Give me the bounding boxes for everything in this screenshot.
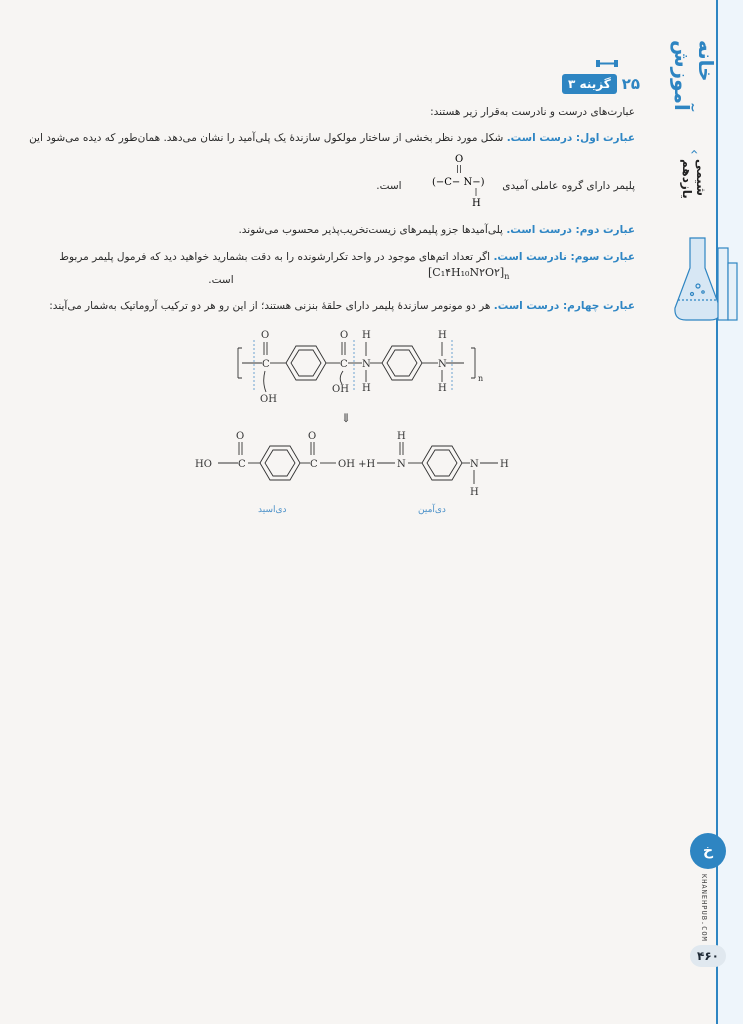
page-number: ۴۶۰ [697, 949, 719, 963]
statement-4-text: هر دو مونومر سازندهٔ پلیمر دارای حلقهٔ بنزنی هستند؛ از این رو هر دو ترکیب آروماتیک به‌شمار می‌آیند: [49, 300, 494, 312]
side-divider-line [716, 0, 718, 1024]
diacid-label: دی‌اسید [258, 505, 287, 515]
monomer-n-1: N [397, 459, 406, 470]
amide-group-structure [415, 148, 500, 210]
flask-illustration-icon [670, 228, 740, 328]
publisher-logo: خ [690, 833, 726, 869]
polymer-h-2: H [362, 383, 371, 394]
reaction-arrow: ⇓ [341, 411, 352, 425]
monomer-h-bottom: H [470, 487, 479, 498]
statement-2 [29, 222, 635, 238]
statement-1-line2 [29, 178, 635, 194]
statement-4 [29, 298, 635, 314]
statement-1-label: عبارت اول: درست است. [506, 132, 635, 144]
diamine-label: دی‌آمین [418, 505, 446, 515]
statement-3-line2-end: است. [208, 274, 234, 286]
publisher-website: KHANEHPUB.COM [700, 874, 708, 942]
chevron-icon: ‹ [686, 149, 702, 155]
polymer-oh-1: OH [260, 394, 277, 405]
monomer-ho: HO [195, 459, 212, 470]
polymer-to-monomers-figure [190, 320, 530, 520]
statement-1-line2-text: پلیمر دارای گروه عاملی آمیدی [502, 180, 635, 192]
polymer-h-1: H [362, 330, 371, 341]
answer-option-badge: گزینه ۳ [562, 74, 617, 94]
polymer-n-2: N [438, 359, 447, 370]
question-number: ۲۵ [621, 75, 640, 93]
formula-subscript: n [504, 272, 510, 282]
polymer-oxygen-2: O [340, 330, 349, 341]
polymer-carbon-1: C [262, 359, 270, 370]
amide-oxygen: O [455, 154, 464, 165]
monomer-h-right: H [500, 459, 509, 470]
monomer-carbon-2: C [310, 459, 318, 470]
statement-2-text: پلی‌آمیدها جزو پلیمرهای زیست‌تخریب‌پذیر محسوب می‌شوند. [238, 224, 507, 236]
polymer-carbon-2: C [340, 359, 348, 370]
side-band [718, 0, 743, 1024]
polymer-n-1: N [362, 359, 371, 370]
side-book-title [670, 40, 718, 230]
polymer-h-4: H [438, 383, 447, 394]
polymer-oh-2: OH [332, 384, 349, 395]
statement-3 [29, 249, 635, 265]
statement-3-label: عبارت سوم: نادرست است. [493, 251, 635, 263]
polymer-h-3: H [438, 330, 447, 341]
statement-1-text: شکل مورد نظر بخشی از ساختار مولکول سازندهٔ یک پلی‌آمید را نشان می‌دهد. همان‌طور که دیده می‌شود این [29, 132, 507, 144]
statement-3-text: اگر تعداد اتم‌های موجود در واحد تکرارشونده را به دقت بشمارید خواهید دید که فرمول پلیمر مربوط [59, 251, 494, 263]
monomer-oh-plus-h: OH +H [338, 459, 376, 470]
monomer-h-top: H [397, 431, 406, 442]
polymer-repeat-n: n [478, 374, 484, 383]
statement-2-label: عبارت دوم: درست است. [506, 224, 635, 236]
polymer-formula [428, 266, 509, 281]
dumbbell-icon [594, 56, 620, 70]
monomer-carbon-1: C [238, 459, 246, 470]
subject-title: شیمی یازدهم [680, 158, 708, 199]
statement-4-label: عبارت چهارم: درست است. [493, 300, 635, 312]
monomer-oxygen-2: O [308, 431, 317, 442]
statement-1 [29, 130, 635, 146]
statement-3-line2 [29, 272, 635, 288]
amide-hydrogen: H [472, 198, 481, 209]
amide-chain: (−C− N−) [432, 177, 485, 188]
intro-text: عبارت‌های درست و نادرست به‌قرار زیر هستند: [430, 106, 635, 118]
monomer-n-2: N [470, 459, 479, 470]
statement-1-line2-end: است. [376, 180, 402, 192]
formula-text: [C₁۴H₁₀N۲O۲] [428, 266, 505, 279]
question-header [562, 73, 640, 95]
brand-logotype: خانه آموزش [670, 40, 718, 111]
monomer-oxygen-1: O [236, 431, 245, 442]
polymer-oxygen-1: O [261, 330, 270, 341]
